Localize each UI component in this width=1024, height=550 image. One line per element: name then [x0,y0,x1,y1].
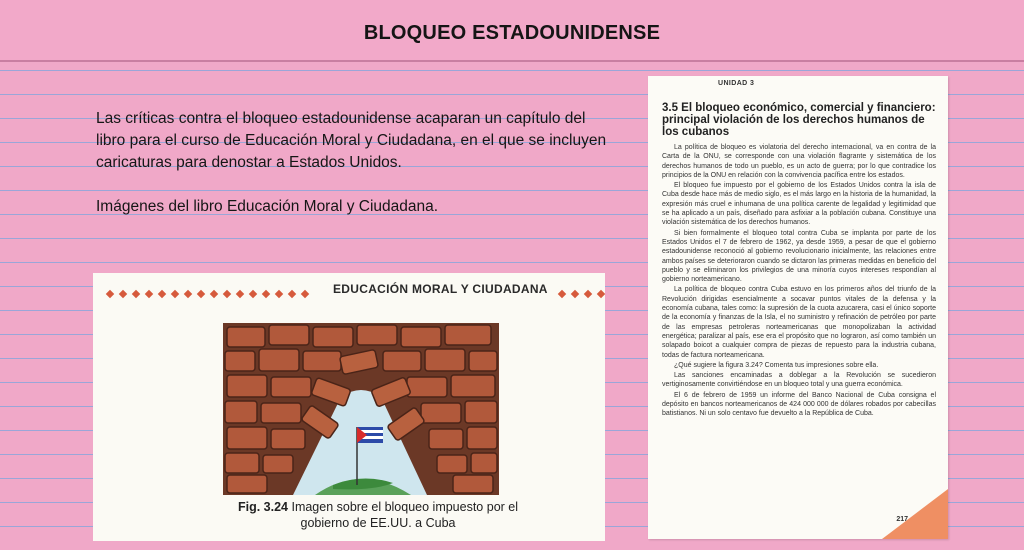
textbook-page-image [648,76,948,539]
section-title: 3.5 El bloqueo económico, comercial y financiero: principal violación de los derechos humanos de los cubanos [662,102,936,138]
page-paragraph: Las sanciones encaminadas a doblegar a la Revolución se sucedieron vertiginosamente convirtiéndose en un bloqueo total y una guerra económica. [662,372,936,389]
caption-text: Imagen sobre el bloqueo impuesto por el gobierno de EE.UU. a Cuba [288,500,519,530]
page-corner-accent [882,489,948,539]
diamond-ornament-left [107,289,308,299]
book-heading: EDUCACIÓN MORAL Y CIUDADANA [333,282,548,296]
figure-caption [233,499,523,531]
page-title: BLOQUEO ESTADOUNIDENSE [363,22,661,44]
unit-label: UNIDAD 3 [718,80,755,87]
textbook-cartoon-image [93,273,605,541]
wall-cartoon-illustration [223,323,499,495]
diamond-ornament-right [559,289,604,299]
page-paragraph: El bloqueo fue impuesto por el gobierno de los Estados Unidos contra la isla de Cuba desde hace más de medio siglo, es el más largo en la historia de la humanidad, la expresión más cruel e inhumana de una política carente de legalidad y legitimidad que se ha aplicado a un país, diseñado para asfixiar a la población cubana. Constituye una violación sistemática de los derechos humanos. [662,182,936,227]
page-paragraph: ¿Qué sugiere la figura 3.24? Comenta tus impresiones sobre ella. [674,361,879,369]
intro-text [96,108,616,240]
caption-figure-number: Fig. 3.24 [237,500,288,514]
page-paragraph: La política de bloqueo contra Cuba estuvo en los primeros años del triunfo de la Revolución dirigidas esencialmente a socavar puntos vitales de la defensa y la economía cubana, tales como: la supresión de la cuota azucarera, casi el único soporte de la economía y finanzas de la Isla, el no suministro y refinación de petróleo por parte de las empresas petroleras norteamericanas que monopolizaban la actividad energética; paralizar al país, ese era el propósito que no lograron, así como también un solapado boicot a cualquier compra de piezas de repuesto para la industria cubana, todas de factura norteamericana. [662,286,936,359]
page-paragraph: La política de bloqueo es violatoria del derecho internacional, va en contra de la Carta de la ONU, se corresponde con una violación flagrante y sistemática de los derechos humanos de todo un pueblo, es un acto de guerra; por lo que contradice los principios de la ONU en relación con la convivencia pacífica entre los estados. [662,144,936,179]
page-paragraph: El 6 de febrero de 1959 un informe del Banco Nacional de Cuba consigna el depósito en bancos norteamericanos de 424 000 000 de dólares robados por cabecillas batistianos. Ni un solo centavo fue devuelto a la República de Cuba. [662,391,936,418]
page-body-text [662,143,936,420]
page-paragraph: Si bien formalmente el bloqueo total contra Cuba se implanta por parte de los Estados Unidos el 7 de febrero de 1962, ya desde 1959, a pesar de que el gobierno estadounidense reconoció al gobierno revolucionario inicialmente, las relaciones entre ambos países se deterioraron cuando se dictaron las primeras medidas en beneficio del pueblo y se eliminaron los privilegios de una minoría cuyos intereses respondían al gobierno norteamericano. [662,229,936,284]
intro-paragraph-1: Las críticas contra el bloqueo estadounidense acaparan un capítulo del libro para el curso de Educación Moral y Ciudadana, en el que se incluyen caricaturas para denostar a Estados Unidos. [96,110,607,171]
intro-paragraph-2: Imágenes del libro Educación Moral y Ciudadana. [96,198,439,215]
page-number: 217 [896,516,908,523]
